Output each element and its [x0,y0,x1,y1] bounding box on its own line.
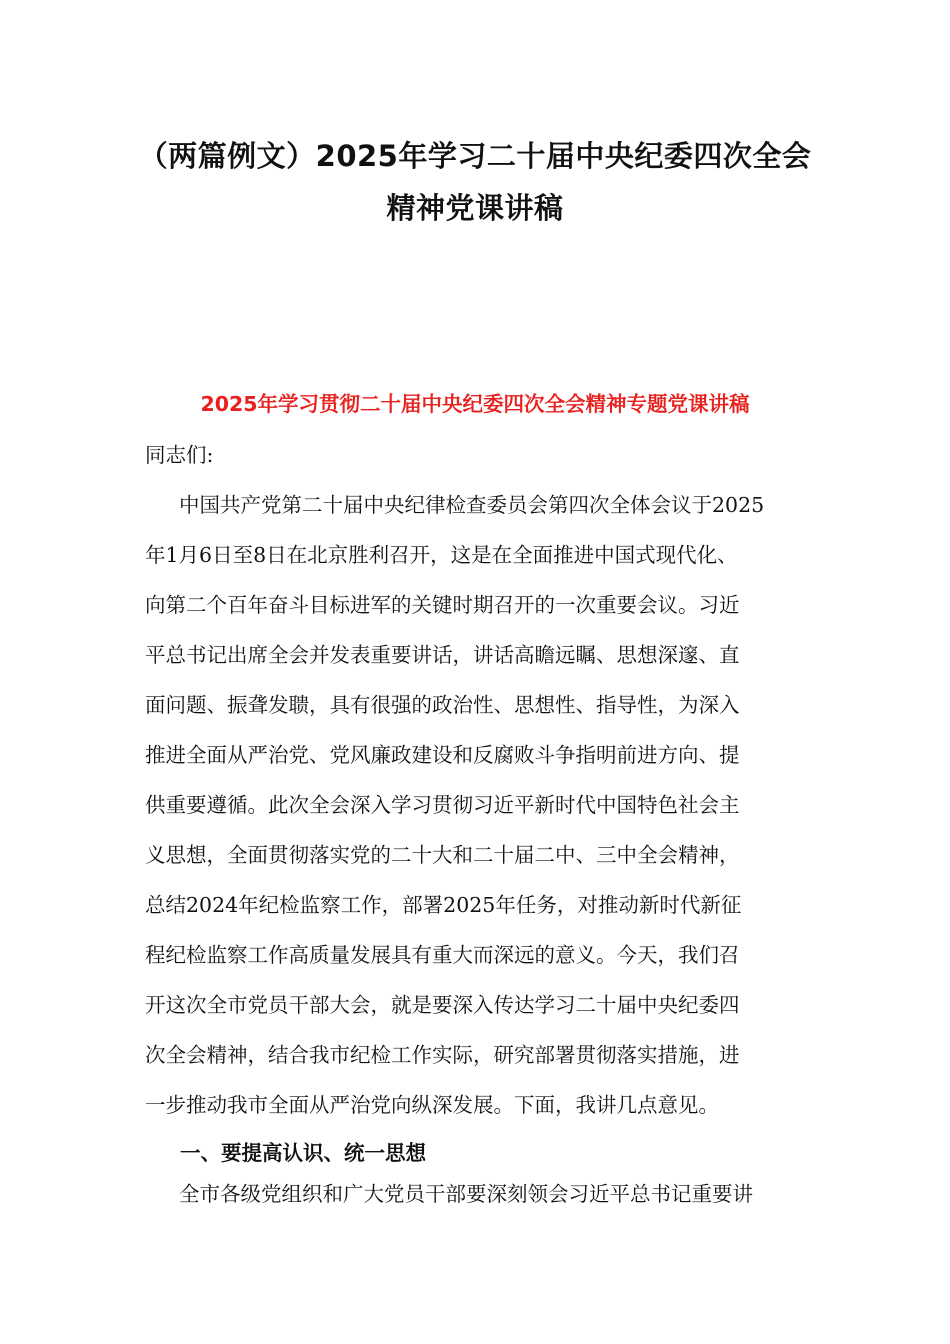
paragraph-line: 中国共产党第二十届中央纪律检查委员会第四次全体会议于2025 [179,493,765,517]
paragraph-line: 年1月6日至8日在北京胜利召开，这是在全面推进中国式现代化、 [145,543,738,567]
document-title-line-2: 精神党课讲稿 [386,191,564,225]
paragraph-line: 义思想，全面贯彻落实党的二十大和二十届二中、三中全会精神， [145,843,740,867]
paragraph-line: 推进全面从严治党、党风廉政建设和反腐败斗争指明前进方向、提 [145,743,740,767]
paragraph-1 [145,480,825,1130]
section-title: 2025年学习贯彻二十届中央纪委四次全会精神专题党课讲稿 [200,392,750,416]
paragraph-line: 供重要遵循。此次全会深入学习贯彻习近平新时代中国特色社会主 [145,793,740,817]
paragraph-line: 面问题、振聋发聩，具有很强的政治性、思想性、指导性，为深入 [145,693,740,717]
paragraph-line: 次全会精神，结合我市纪检工作实际，研究部署贯彻落实措施，进 [145,1043,740,1067]
paragraph-2 [145,1169,825,1219]
paragraph-line: 一步推动我市全面从严治党向纵深发展。下面，我讲几点意见。 [145,1093,719,1117]
heading-1: 一、要提高认识、统一思想 [180,1141,426,1165]
paragraph-line: 全市各级党组织和广大党员干部要深刻领会习近平总书记重要讲 [179,1182,753,1206]
paragraph-line: 平总书记出席全会并发表重要讲话，讲话高瞻远瞩、思想深邃、直 [145,643,740,667]
paragraph-line: 程纪检监察工作高质量发展具有重大而深远的意义。今天，我们召 [145,943,740,967]
paragraph-line: 开这次全市党员干部大会，就是要深入传达学习二十届中央纪委四 [145,993,740,1017]
paragraph-line: 总结2024年纪检监察工作，部署2025年任务，对推动新时代新征 [145,893,742,917]
salutation: 同志们: [145,443,214,467]
document-title-line-1: （两篇例文）2025年学习二十届中央纪委四次全会 [138,139,812,173]
paragraph-line: 向第二个百年奋斗目标进军的关键时期召开的一次重要会议。习近 [145,593,740,617]
